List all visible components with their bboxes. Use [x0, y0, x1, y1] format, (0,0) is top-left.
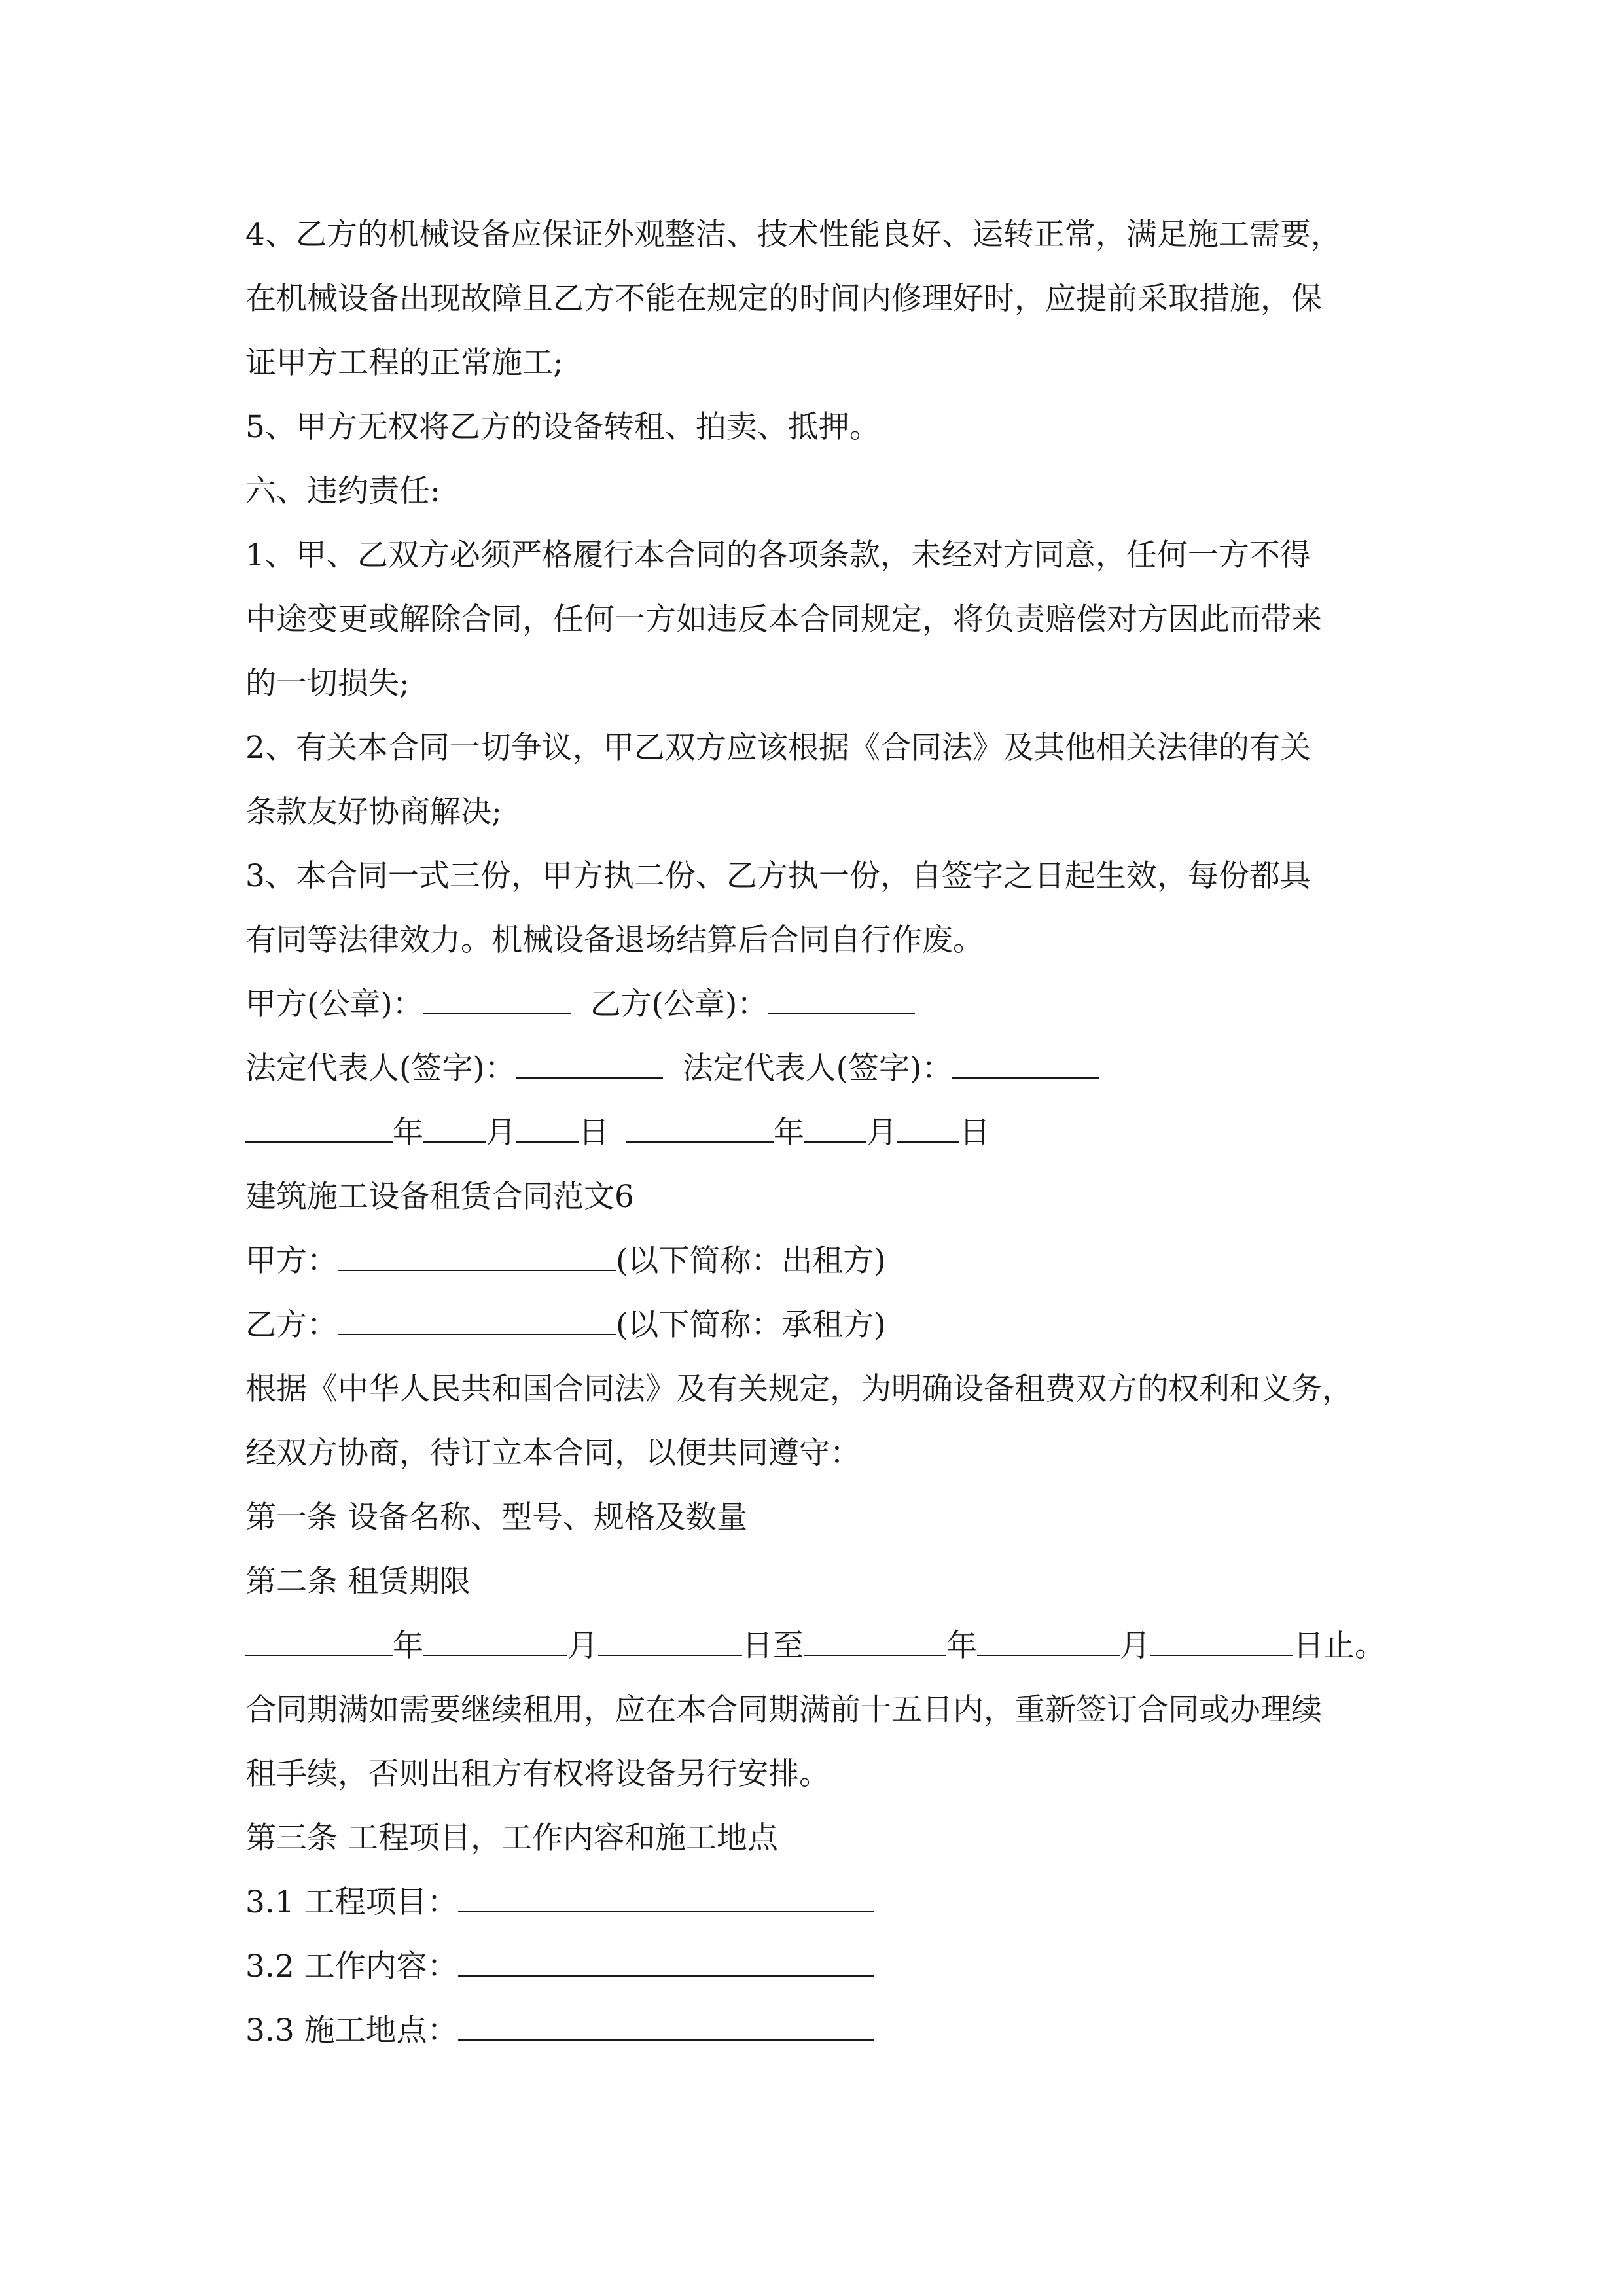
day-label: 日: [579, 1115, 609, 1151]
project-item-line: [245, 1871, 1397, 1935]
month-label: 月: [866, 1115, 897, 1151]
rep-a-blank[interactable]: [516, 1049, 663, 1079]
contract-title: 建筑施工设备租赁合同范文6: [245, 1179, 634, 1215]
paragraph-line: 5、甲方无权将乙方的设备转租、拍卖、抵押。: [245, 409, 880, 445]
date-day-blank[interactable]: [897, 1113, 959, 1143]
date-month-blank[interactable]: [804, 1113, 866, 1143]
seal-line: [245, 973, 1397, 1037]
section-heading: 六、违约责任:: [245, 473, 440, 509]
paragraph-line: 1、甲、乙双方必须严格履行本合同的各项条款，未经对方同意，任何一方不得: [245, 537, 1311, 573]
month-label: 月: [486, 1115, 516, 1151]
site-location-blank[interactable]: [458, 2011, 874, 2041]
article-heading: 第二条 租赁期限: [245, 1564, 471, 1600]
contract-text: [245, 203, 1397, 2063]
start-year-blank[interactable]: [245, 1626, 393, 1656]
work-content-blank[interactable]: [458, 1946, 874, 1977]
date-month-blank[interactable]: [423, 1113, 486, 1143]
party-b-line: [245, 1293, 1397, 1357]
article-heading: 第一条 设备名称、型号、规格及数量: [245, 1499, 747, 1535]
start-day-blank[interactable]: [598, 1626, 742, 1656]
end-day-blank[interactable]: [1150, 1626, 1293, 1656]
paragraph-line: 4、乙方的机械设备应保证外观整洁、技术性能良好、运转正常，满足施工需要，: [245, 217, 1342, 253]
date-year-blank[interactable]: [245, 1113, 393, 1143]
paragraph-line: 3、本合同一式三份，甲方执二份、乙方执一份，自签字之日起生效，每份都具: [245, 858, 1311, 894]
paragraph-line: 的一切损失;: [245, 666, 410, 702]
date-day-blank[interactable]: [516, 1113, 579, 1143]
work-content-label: 3.2 工作内容：: [245, 1948, 458, 1984]
work-content-line: [245, 1935, 1397, 1999]
rep-b-label: 法定代表人(签字)：: [682, 1050, 953, 1086]
paragraph-line: 条款友好协商解决;: [245, 794, 502, 830]
start-month-blank[interactable]: [423, 1626, 567, 1656]
date-year-blank[interactable]: [626, 1113, 774, 1143]
party-a-label: 甲方：: [245, 1243, 338, 1279]
paragraph-line: 2、有关本合同一切争议，甲乙双方应该根据《合同法》及其他相关法律的有关: [245, 730, 1311, 766]
paragraph-line: 经双方协商，待订立本合同，以便共同遵守：: [245, 1435, 861, 1471]
paragraph-line: 有同等法律效力。机械设备退场结算后合同自行作废。: [245, 922, 984, 958]
lease-period-line: [245, 1614, 1397, 1678]
day-label: 日: [959, 1115, 990, 1151]
paragraph-line: 合同期满如需要继续租用，应在本合同期满前十五日内，重新签订合同或办理续: [245, 1692, 1322, 1728]
paragraph-line: 租手续，否则出租方有权将设备另行安排。: [245, 1756, 830, 1792]
paragraph-line: 中途变更或解除合同，任何一方如违反本合同规定，将负责赔偿对方因此而带来: [245, 601, 1322, 637]
rep-a-label: 法定代表人(签字)：: [245, 1050, 516, 1086]
year-label: 年: [774, 1115, 804, 1151]
party-b-blank[interactable]: [338, 1305, 616, 1335]
party-a-seal-blank[interactable]: [423, 984, 571, 1014]
site-location-line: [245, 1999, 1397, 2063]
rep-b-blank[interactable]: [952, 1049, 1099, 1079]
party-a-line: [245, 1229, 1397, 1293]
party-b-label: 乙方：: [245, 1307, 338, 1343]
project-item-blank[interactable]: [458, 1882, 874, 1912]
day-to-label: 日至: [742, 1628, 804, 1664]
end-month-blank[interactable]: [977, 1626, 1120, 1656]
party-a-note: (以下简称：出租方): [616, 1243, 886, 1279]
party-b-note: (以下简称：承租方): [616, 1307, 886, 1343]
party-b-seal-label: 乙方(公章)：: [590, 986, 768, 1022]
year-label: 年: [946, 1628, 977, 1664]
end-year-blank[interactable]: [804, 1626, 946, 1656]
year-label: 年: [393, 1115, 423, 1151]
project-item-label: 3.1 工程项目：: [245, 1884, 458, 1920]
day-end-label: 日止。: [1293, 1628, 1385, 1664]
month-label: 月: [567, 1628, 598, 1664]
party-a-seal-label: 甲方(公章)：: [245, 986, 423, 1022]
article-heading: 第三条 工程项目，工作内容和施工地点: [245, 1820, 778, 1856]
year-label: 年: [393, 1628, 423, 1664]
representative-line: [245, 1037, 1397, 1101]
site-location-label: 3.3 施工地点：: [245, 2013, 458, 2049]
paragraph-line: 在机械设备出现故障且乙方不能在规定的时间内修理好时，应提前采取措施，保: [245, 281, 1322, 317]
party-a-blank[interactable]: [338, 1241, 616, 1271]
date-line: [245, 1101, 1397, 1165]
party-b-seal-blank[interactable]: [768, 984, 915, 1014]
month-label: 月: [1120, 1628, 1150, 1664]
paragraph-line: 证甲方工程的正常施工;: [245, 345, 563, 381]
paragraph-line: 根据《中华人民共和国合同法》及有关规定，为明确设备租费双方的权利和义务，: [245, 1371, 1353, 1407]
